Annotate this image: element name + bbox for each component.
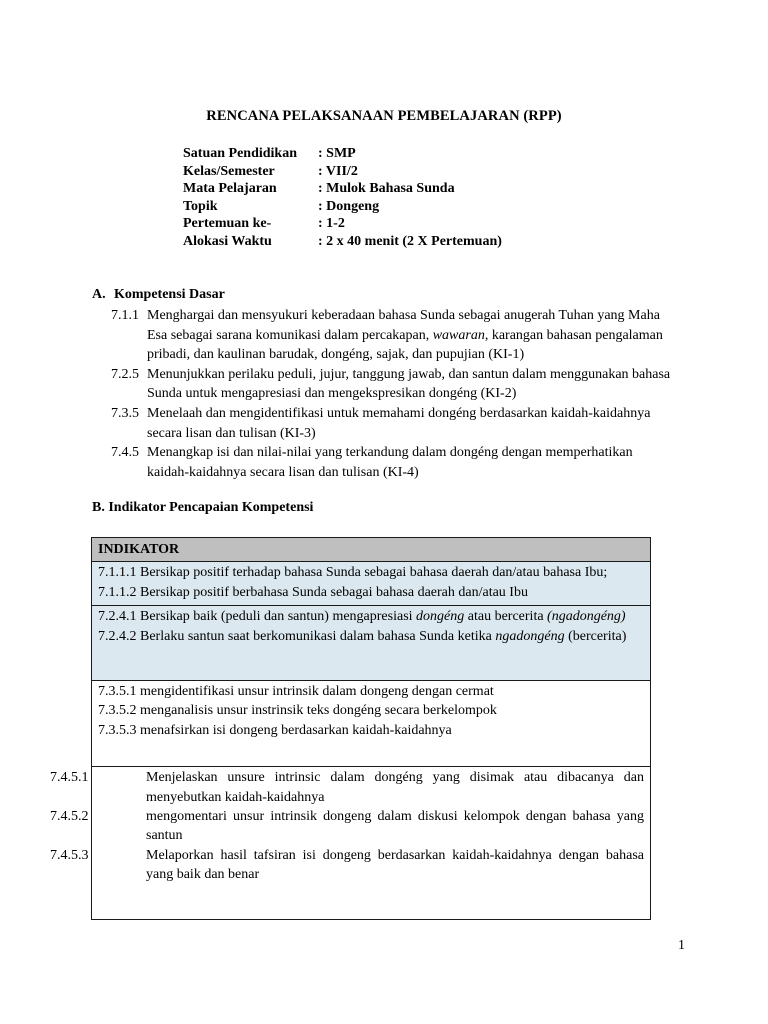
identity-row bbox=[183, 215, 502, 233]
identity-value: : Dongeng bbox=[318, 198, 380, 214]
section-b-heading: B. Indikator Pencapaian Kompetensi bbox=[92, 500, 314, 515]
kd-number: 7.4.5 bbox=[111, 445, 139, 461]
identity-label: Topik bbox=[183, 198, 218, 214]
list-item bbox=[111, 365, 676, 404]
table-row bbox=[50, 767, 650, 918]
identity-row bbox=[183, 180, 502, 198]
identity-label: Alokasi Waktu bbox=[183, 233, 272, 249]
kd-number: 7.3.5 bbox=[111, 405, 139, 421]
section-a-heading bbox=[92, 287, 225, 303]
kd-number: 7.2.5 bbox=[111, 366, 139, 382]
indicator-line: 7.1.1.1 Bersikap positif terhadap bahasa Sunda sebagai bahasa daerah dan/atau bahasa Ibu; bbox=[98, 565, 608, 581]
kd-number: 7.1.1 bbox=[111, 308, 139, 323]
identity-label: Satuan Pendidikan bbox=[183, 146, 297, 161]
list-item bbox=[111, 404, 676, 443]
kd-text: Menelaah dan mengidentifikasi untuk memahami dongéng berdasarkan kaidah-kaidahnya secara lisan dan tulisan (KI-3) bbox=[147, 405, 651, 441]
indicator-line: 7.2.4.2 Berlaku santun saat berkomunikasi dalam bahasa Sunda ketika ngadongéng (bercerita) bbox=[98, 628, 627, 644]
identity-label: Mata Pelajaran bbox=[183, 181, 277, 196]
indicator-line: 7.2.4.1 Bersikap baik (peduli dan santun) mengapresiasi dongéng atau bercerita (ngadongéng) bbox=[98, 609, 626, 625]
section-a-letter: A. bbox=[92, 287, 106, 302]
table-row bbox=[92, 562, 650, 606]
indicator-line: 7.4.5.2 mengomentari unsur intrinsik dongeng dalam diskusi kelompok dengan bahasa yang santun bbox=[50, 809, 644, 844]
table-row bbox=[92, 681, 650, 767]
kompetensi-dasar-list bbox=[111, 306, 676, 482]
identity-value: : Mulok Bahasa Sunda bbox=[318, 181, 455, 196]
identity-value: : VII/2 bbox=[318, 163, 358, 179]
identity-label: Pertemuan ke- bbox=[183, 216, 272, 231]
indicator-line: 7.3.5.3 menafsirkan isi dongeng berdasarkan kaidah-kaidahnya bbox=[98, 722, 452, 738]
indicator-line: 7.4.5.3 Melaporkan hasil tafsiran isi dongeng berdasarkan kaidah-kaidahnya dengan bahasa yang baik dan benar bbox=[50, 847, 644, 883]
page-title: RENCANA PELAKSANAAN PEMBELAJARAN (RPP) bbox=[206, 108, 562, 124]
identity-value: : 2 x 40 menit (2 X Pertemuan) bbox=[318, 233, 502, 249]
kd-text: Menangkap isi dan nilai-nilai yang terkandung dalam dongéng dengan memperhatikan kaidah-kaidahnya secara lisan dan tulisan (KI-4) bbox=[147, 445, 633, 480]
list-item bbox=[111, 443, 676, 482]
page-number: 1 bbox=[678, 938, 685, 953]
list-item bbox=[111, 306, 676, 365]
indicator-line: 7.3.5.1 mengidentifikasi unsur intrinsik dalam dongeng dengan cermat bbox=[98, 684, 494, 700]
identity-label: Kelas/Semester bbox=[183, 163, 275, 179]
kd-text: Menghargai dan mensyukuri keberadaan bahasa Sunda sebagai anugerah Tuhan yang Maha Esa sebagai sarana komunikasi dalam percakapan, wawaran, karangan bahasan pengalaman pribadi, dan kaulinan barudak, dongéng, sajak, dan pupujian (KI-1) bbox=[147, 308, 663, 363]
indicator-line: 7.4.5.1 Menjelaskan unsure intrinsic dalam dongéng yang disimak atau dibacanya dan menyebutkan kaidah-kaidahnya bbox=[50, 770, 644, 805]
indicator-line: 7.3.5.2 menganalisis unsur instrinsik teks dongéng secara berkelompok bbox=[98, 703, 497, 719]
identity-row bbox=[183, 198, 502, 216]
identity-block bbox=[183, 145, 502, 250]
kd-text: Menunjukkan perilaku peduli, jujur, tanggung jawab, dan santun dalam menggunakan bahasa Sunda untuk mengapresiasi dan mengekspresikan dongéng (KI-2) bbox=[147, 366, 671, 402]
identity-row bbox=[183, 233, 502, 251]
section-a-title: Kompetensi Dasar bbox=[114, 287, 225, 302]
indicator-line: 7.1.1.2 Bersikap positif berbahasa Sunda sebagai bahasa daerah dan/atau Ibu bbox=[98, 584, 528, 600]
identity-value: : 1-2 bbox=[318, 216, 345, 231]
table-header-row: INDIKATOR bbox=[92, 538, 650, 562]
identity-row bbox=[183, 163, 502, 181]
identity-value: : SMP bbox=[318, 146, 356, 161]
table-row bbox=[92, 606, 650, 681]
identity-row bbox=[183, 145, 502, 163]
indikator-table bbox=[50, 537, 651, 920]
